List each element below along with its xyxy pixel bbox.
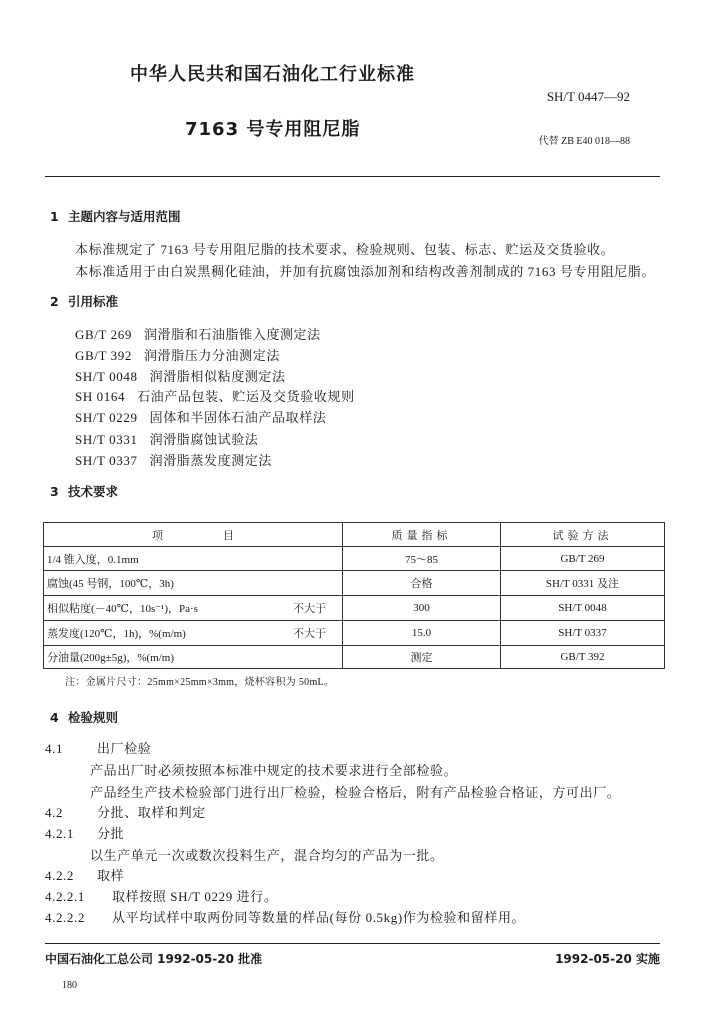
section-4-number: 4 (50, 710, 59, 725)
reference-title: 固体和半固体石油产品取样法 (149, 410, 327, 425)
clause-text: 取样按照 SH/T 0229 进行。 (112, 889, 278, 904)
clause-title: 出厂检验 (97, 741, 152, 756)
clause-number: 4.2.1 (45, 826, 74, 841)
cell-method: SH/T 0048 (501, 596, 665, 621)
paragraph: 以生产单元一次或数次投料生产，混合均匀的产品为一批。 (90, 848, 444, 863)
reference-code: GB/T 392 (75, 348, 132, 363)
section-1-number: 1 (50, 209, 59, 224)
item-text: 蒸发度(120℃，1h)，%(m/m) (47, 628, 186, 640)
reference-title: 润滑脂和石油脂锥入度测定法 (143, 327, 321, 342)
cell-value: 15.0 (343, 621, 501, 646)
effective-date: 1992-05-20 实施 (555, 952, 660, 966)
reference-code: GB/T 269 (75, 327, 132, 342)
section-3-number: 3 (50, 484, 59, 499)
column-header-test-method: 试验方法 (501, 523, 665, 547)
cell-item (44, 621, 343, 646)
reference-code: SH/T 0048 (75, 369, 138, 384)
limit-text: 不大于 (293, 603, 326, 615)
page-number: 180 (62, 980, 77, 991)
cell-item (44, 547, 343, 571)
cell-method: SH/T 0331 及注 (501, 571, 665, 596)
clause-title: 分批、取样和判定 (97, 805, 206, 820)
section-4-heading: 检验规则 (68, 710, 119, 725)
clause-title: 分批 (97, 826, 125, 841)
table-row (44, 571, 665, 596)
reference-item (75, 453, 272, 469)
reference-title: 石油产品包装、贮运及交货验收规则 (137, 389, 355, 404)
paragraph: 产品出厂时必须按照本标准中规定的技术要求进行全部检验。 (90, 763, 458, 778)
clause-text: 从平均试样中取两份同等数量的样品(每份 0.5kg)作为检验和留样用。 (112, 910, 526, 925)
table-note: 注：金属片尺寸：25mm×25mm×3mm，烧杯容积为 50mL。 (65, 677, 335, 688)
reference-title: 润滑脂相似粘度测定法 (149, 369, 286, 384)
reference-item (75, 432, 258, 448)
reference-code: SH 0164 (75, 389, 126, 404)
table-row (44, 646, 665, 669)
reference-item (75, 410, 326, 426)
table-row (44, 547, 665, 571)
approval-line: 中国石油化工总公司 1992-05-20 批准 (45, 952, 263, 966)
table-row (44, 621, 665, 646)
footer-rule (45, 943, 660, 944)
section-3-heading: 技术要求 (68, 484, 119, 499)
item-text: 腐蚀(45 号钢，100℃，3h) (47, 578, 174, 590)
item-text: 相似粘度(－40℃，10s⁻¹)，Pa·s (47, 603, 198, 615)
reference-item (75, 389, 355, 405)
cell-value: 合格 (343, 571, 501, 596)
cell-item (44, 596, 343, 621)
header-rule (45, 176, 660, 177)
cell-method: SH/T 0337 (501, 621, 665, 646)
item-text: 分油量(200g±5g)，%(m/m) (47, 652, 175, 664)
cell-item (44, 646, 343, 669)
reference-title: 润滑脂腐蚀试验法 (149, 432, 259, 447)
clause-number: 4.2.2.1 (45, 889, 85, 904)
reference-title: 润滑脂蒸发度测定法 (149, 453, 272, 468)
reference-item (75, 369, 286, 385)
cell-value: 75～85 (343, 547, 501, 571)
limit-text: 不大于 (293, 628, 326, 640)
paragraph: 产品经生产技术检验部门进行出厂检验，检验合格后，附有产品检验合格证，方可出厂。 (90, 785, 621, 800)
reference-title: 润滑脂压力分油测定法 (143, 348, 280, 363)
clause-title: 取样 (97, 868, 125, 883)
section-2-number: 2 (50, 294, 59, 309)
standard-category: 中华人民共和国石油化工行业标准 (130, 64, 415, 85)
standard-code: SH/T 0447—92 (546, 89, 630, 104)
technical-requirements-table (43, 522, 665, 669)
reference-code: SH/T 0331 (75, 432, 138, 447)
cell-value: 300 (343, 596, 501, 621)
replaces-note: 代替 ZB E40 018—88 (538, 136, 630, 147)
paragraph: 本标准规定了 7163 号专用阻尼脂的技术要求、检验规则、包装、标志、贮运及交货验收。 (75, 242, 615, 257)
reference-item (75, 327, 321, 343)
table-header-row (44, 523, 665, 547)
clause-number: 4.2.2 (45, 868, 74, 883)
clause-number: 4.2.2.2 (45, 910, 85, 925)
item-text: 1/4 锥入度，0.1mm (47, 553, 139, 566)
standard-title: 7163 号专用阻尼脂 (185, 119, 361, 140)
reference-code: SH/T 0229 (75, 410, 138, 425)
column-header-quality-index: 质量指标 (343, 523, 501, 547)
section-1-heading: 主题内容与适用范围 (68, 209, 181, 224)
column-header-item: 项目 (44, 523, 343, 547)
paragraph: 本标准适用于由白炭黑稠化硅油，并加有抗腐蚀添加剂和结构改善剂制成的 7163 号专用阻尼脂。 (75, 264, 656, 279)
reference-item (75, 348, 280, 364)
cell-method: GB/T 269 (501, 547, 665, 571)
cell-item (44, 571, 343, 596)
table-row (44, 596, 665, 621)
reference-code: SH/T 0337 (75, 453, 138, 468)
clause-number: 4.1 (45, 741, 64, 756)
clause-number: 4.2 (45, 805, 64, 820)
cell-value: 测定 (343, 646, 501, 669)
section-2-heading: 引用标准 (68, 294, 119, 309)
cell-method: GB/T 392 (501, 646, 665, 669)
